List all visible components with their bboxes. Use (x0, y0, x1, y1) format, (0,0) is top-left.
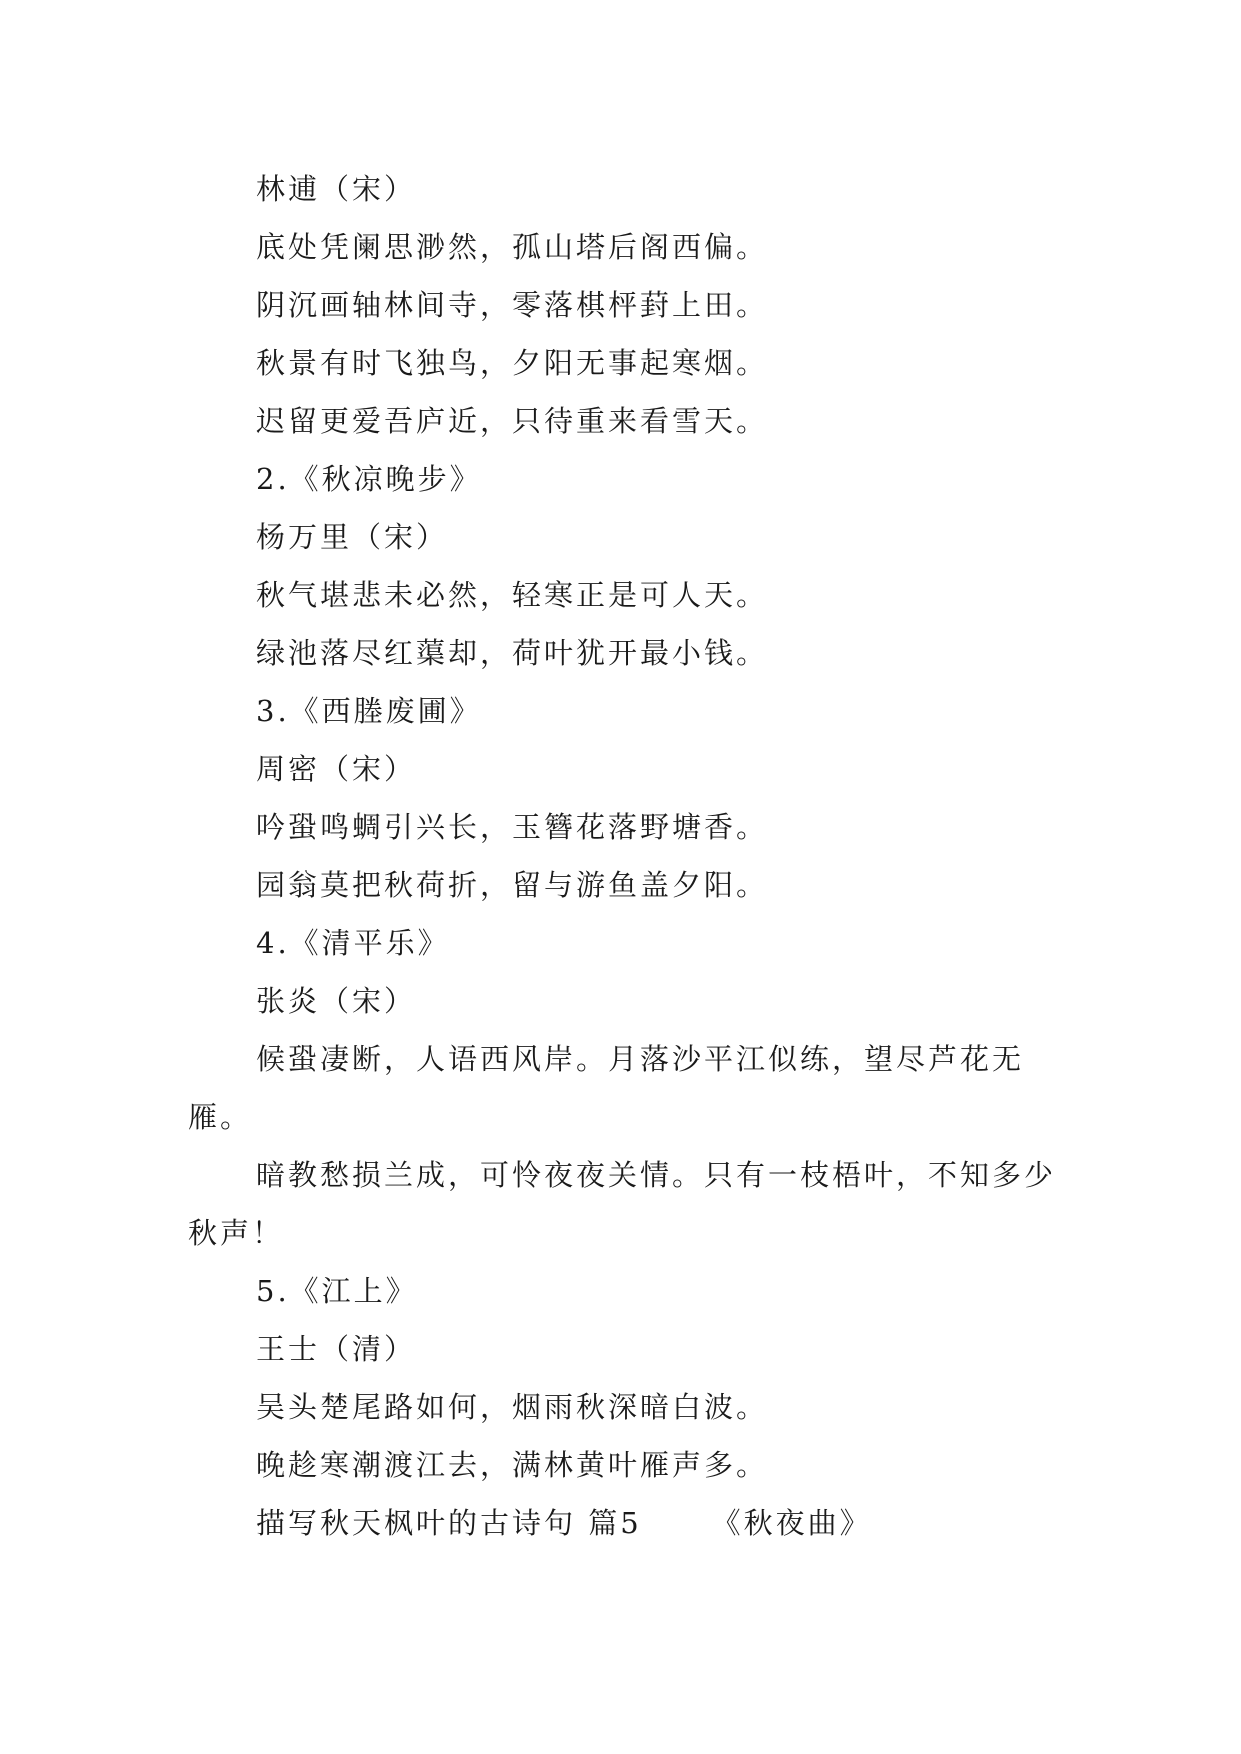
section-heading-line (188, 1494, 1068, 1552)
section-heading: 描写秋天枫叶的古诗句 篇5 (256, 1506, 642, 1540)
poem-verse: 秋景有时飞独鸟，夕阳无事起寒烟。 (256, 346, 769, 380)
poem-verse: 迟留更爱吾庐近，只待重来看雪天。 (256, 404, 769, 438)
next-poem-title: 《秋夜曲》 (711, 1506, 872, 1540)
poem-verse: 园翁莫把秋荷折，留与游鱼盖夕阳。 (256, 868, 769, 902)
poem-verse: 晚趁寒潮渡江去，满林黄叶雁声多。 (256, 1448, 769, 1482)
poem-author: 王士（清） (256, 1332, 417, 1366)
document-body (188, 160, 1068, 1552)
poem-paragraph: 候蛩凄断，人语西风岸。月落沙平江似练，望尽芦花无雁。 (188, 1042, 1025, 1134)
poem-verse: 绿池落尽红蕖却，荷叶犹开最小钱。 (256, 636, 769, 670)
poem-verse: 吴头楚尾路如何，烟雨秋深暗白波。 (256, 1390, 769, 1424)
poem-author: 周密（宋） (256, 752, 417, 786)
poem-verse: 吟蛩鸣蜩引兴长，玉簪花落野塘香。 (256, 810, 769, 844)
poem-verse: 阴沉画轴林间寺，零落棋枰葑上田。 (256, 288, 769, 322)
poem-title: 2.《秋凉晚步》 (256, 462, 482, 496)
poem-author: 林逋（宋） (256, 172, 417, 206)
poem-verse: 底处凭阑思渺然，孤山塔后阁西偏。 (256, 230, 769, 264)
poem-title: 3.《西塍废圃》 (256, 694, 482, 728)
poem-title: 5.《江上》 (256, 1274, 418, 1308)
poem-author: 杨万里（宋） (256, 520, 449, 554)
poem-title: 4.《清平乐》 (256, 926, 450, 960)
poem-paragraph: 暗教愁损兰成，可怜夜夜关情。只有一枝梧叶，不知多少秋声！ (188, 1158, 1057, 1250)
poem-verse: 秋气堪悲未必然，轻寒正是可人天。 (256, 578, 769, 612)
poem-author: 张炎（宋） (256, 984, 417, 1018)
